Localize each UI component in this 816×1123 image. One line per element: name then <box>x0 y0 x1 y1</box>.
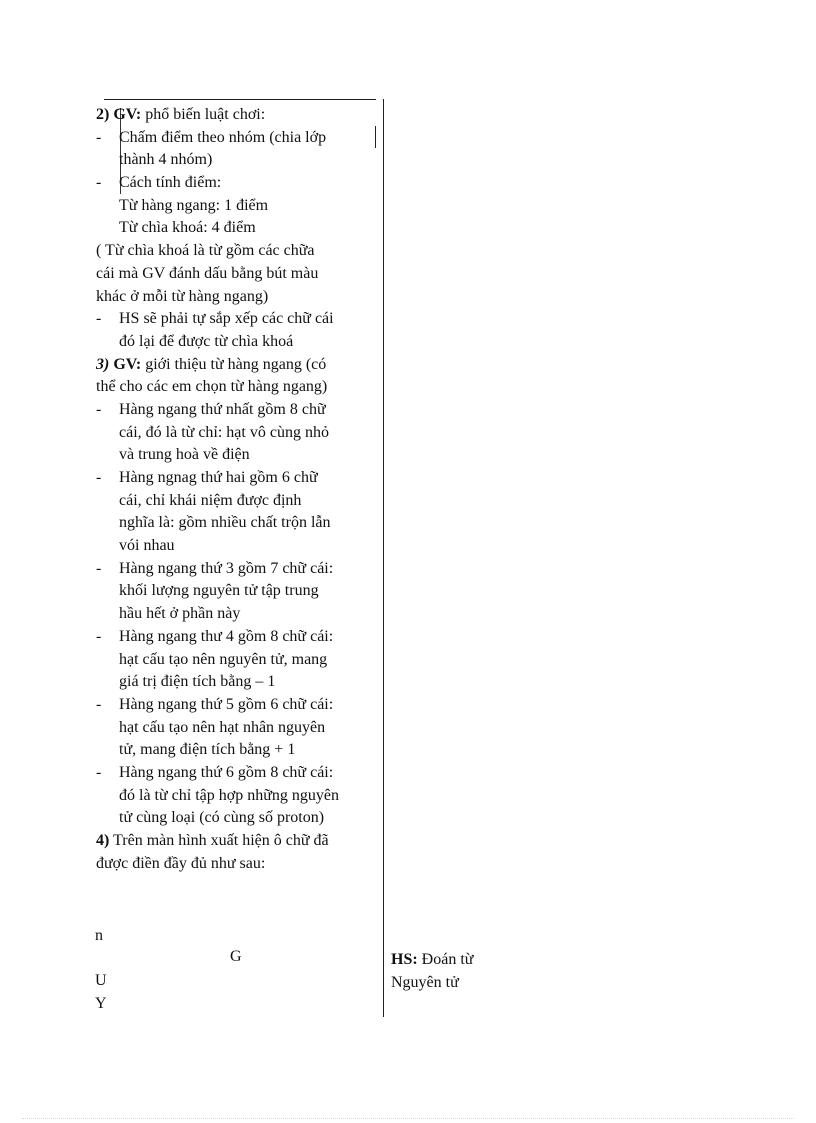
puzzle-letter-u: U <box>95 972 107 989</box>
list-item: - HS sẽ phải tự sắp xếp các chữ cái <box>96 310 334 328</box>
list-item: - Hàng ngang thứ nhất gồm 8 chữ <box>96 400 326 418</box>
list-item-cont: đó là từ chỉ tập hợp những nguyên <box>119 786 339 804</box>
teacher-activity-column <box>96 104 378 875</box>
list-item-cont: giá trị điện tích bằng – 1 <box>119 673 276 691</box>
puzzle-letter-g: G <box>230 948 242 965</box>
score-row-word: Từ hàng ngang: 1 điểm <box>119 196 269 214</box>
puzzle-letter-y: Y <box>95 995 107 1012</box>
list-item-cont: tử, mang điện tích bằng + 1 <box>119 741 296 759</box>
note-line: ( Từ chìa khoá là từ gồm các chữa <box>96 242 315 260</box>
page-bottom-edge <box>22 1118 794 1119</box>
list-item: - Hàng ngnag thứ hai gồm 6 chữ <box>96 469 318 486</box>
list-item-cont: khối lượng nguyên tử tập trung <box>119 582 319 600</box>
list-item-cont: nghĩa là: gồm nhiều chất trộn lẫn <box>119 514 331 532</box>
list-item: - Cách tính điểm: <box>96 174 222 192</box>
list-item-cont: thành 4 nhóm) <box>119 151 213 169</box>
table-top-border <box>104 99 376 100</box>
list-item: - Hàng ngang thứ 6 gồm 8 chữ cái: <box>96 763 334 781</box>
section-3-heading-cont: thể cho các em chọn từ hàng ngang) <box>96 378 328 396</box>
section-3-heading: 3) GV: giới thiệu từ hàng ngang (có <box>96 355 327 373</box>
section-4-heading: 4) Trên màn hình xuất hiện ô chữ đã <box>96 832 329 849</box>
list-item-cont: và trung hoà về điện <box>119 446 250 464</box>
list-item-cont: hầu hết ở phần này <box>119 605 241 623</box>
student-activity-column <box>391 948 473 994</box>
list-item-cont: vói nhau <box>119 537 175 555</box>
section-4-heading-cont: được điền đầy đủ như sau: <box>96 854 266 872</box>
score-key-word: Từ chìa khoá: 4 điểm <box>119 219 256 237</box>
puzzle-letter-n: n <box>95 927 103 944</box>
list-item: - Chấm điểm theo nhóm (chia lớp <box>96 128 327 146</box>
list-item-cont: hạt cấu tạo nên nguyên tử, mang <box>119 650 328 668</box>
list-item-cont: hạt cấu tạo nên hạt nhân nguyên <box>119 718 326 736</box>
student-answer: Nguyên tử <box>391 974 459 991</box>
section-2-heading: 2) GV: phổ biến luật chơi: <box>96 106 266 123</box>
list-item: - Hàng ngang thứ 3 gồm 7 chữ cái: <box>96 559 334 577</box>
column-divider <box>383 99 384 1017</box>
list-item-cont: cái, chỉ khái niệm được định <box>119 491 302 509</box>
list-item: - Hàng ngang thư 4 gồm 8 chữ cái: <box>96 627 334 645</box>
list-item-cont: cái, đó là từ chỉ: hạt vô cùng nhỏ <box>119 423 329 441</box>
note-line: khác ở mỗi từ hàng ngang) <box>96 287 269 305</box>
list-item-cont: đó lại để được từ chìa khoá <box>119 332 294 350</box>
student-guess-line: HS: Đoán từ <box>391 951 474 968</box>
note-line: cái mà GV đánh dấu bằng bút màu <box>96 264 319 282</box>
list-item-cont: tử cùng loại (có cùng số proton) <box>119 809 325 827</box>
list-item: - Hàng ngang thứ 5 gồm 6 chữ cái: <box>96 695 334 713</box>
